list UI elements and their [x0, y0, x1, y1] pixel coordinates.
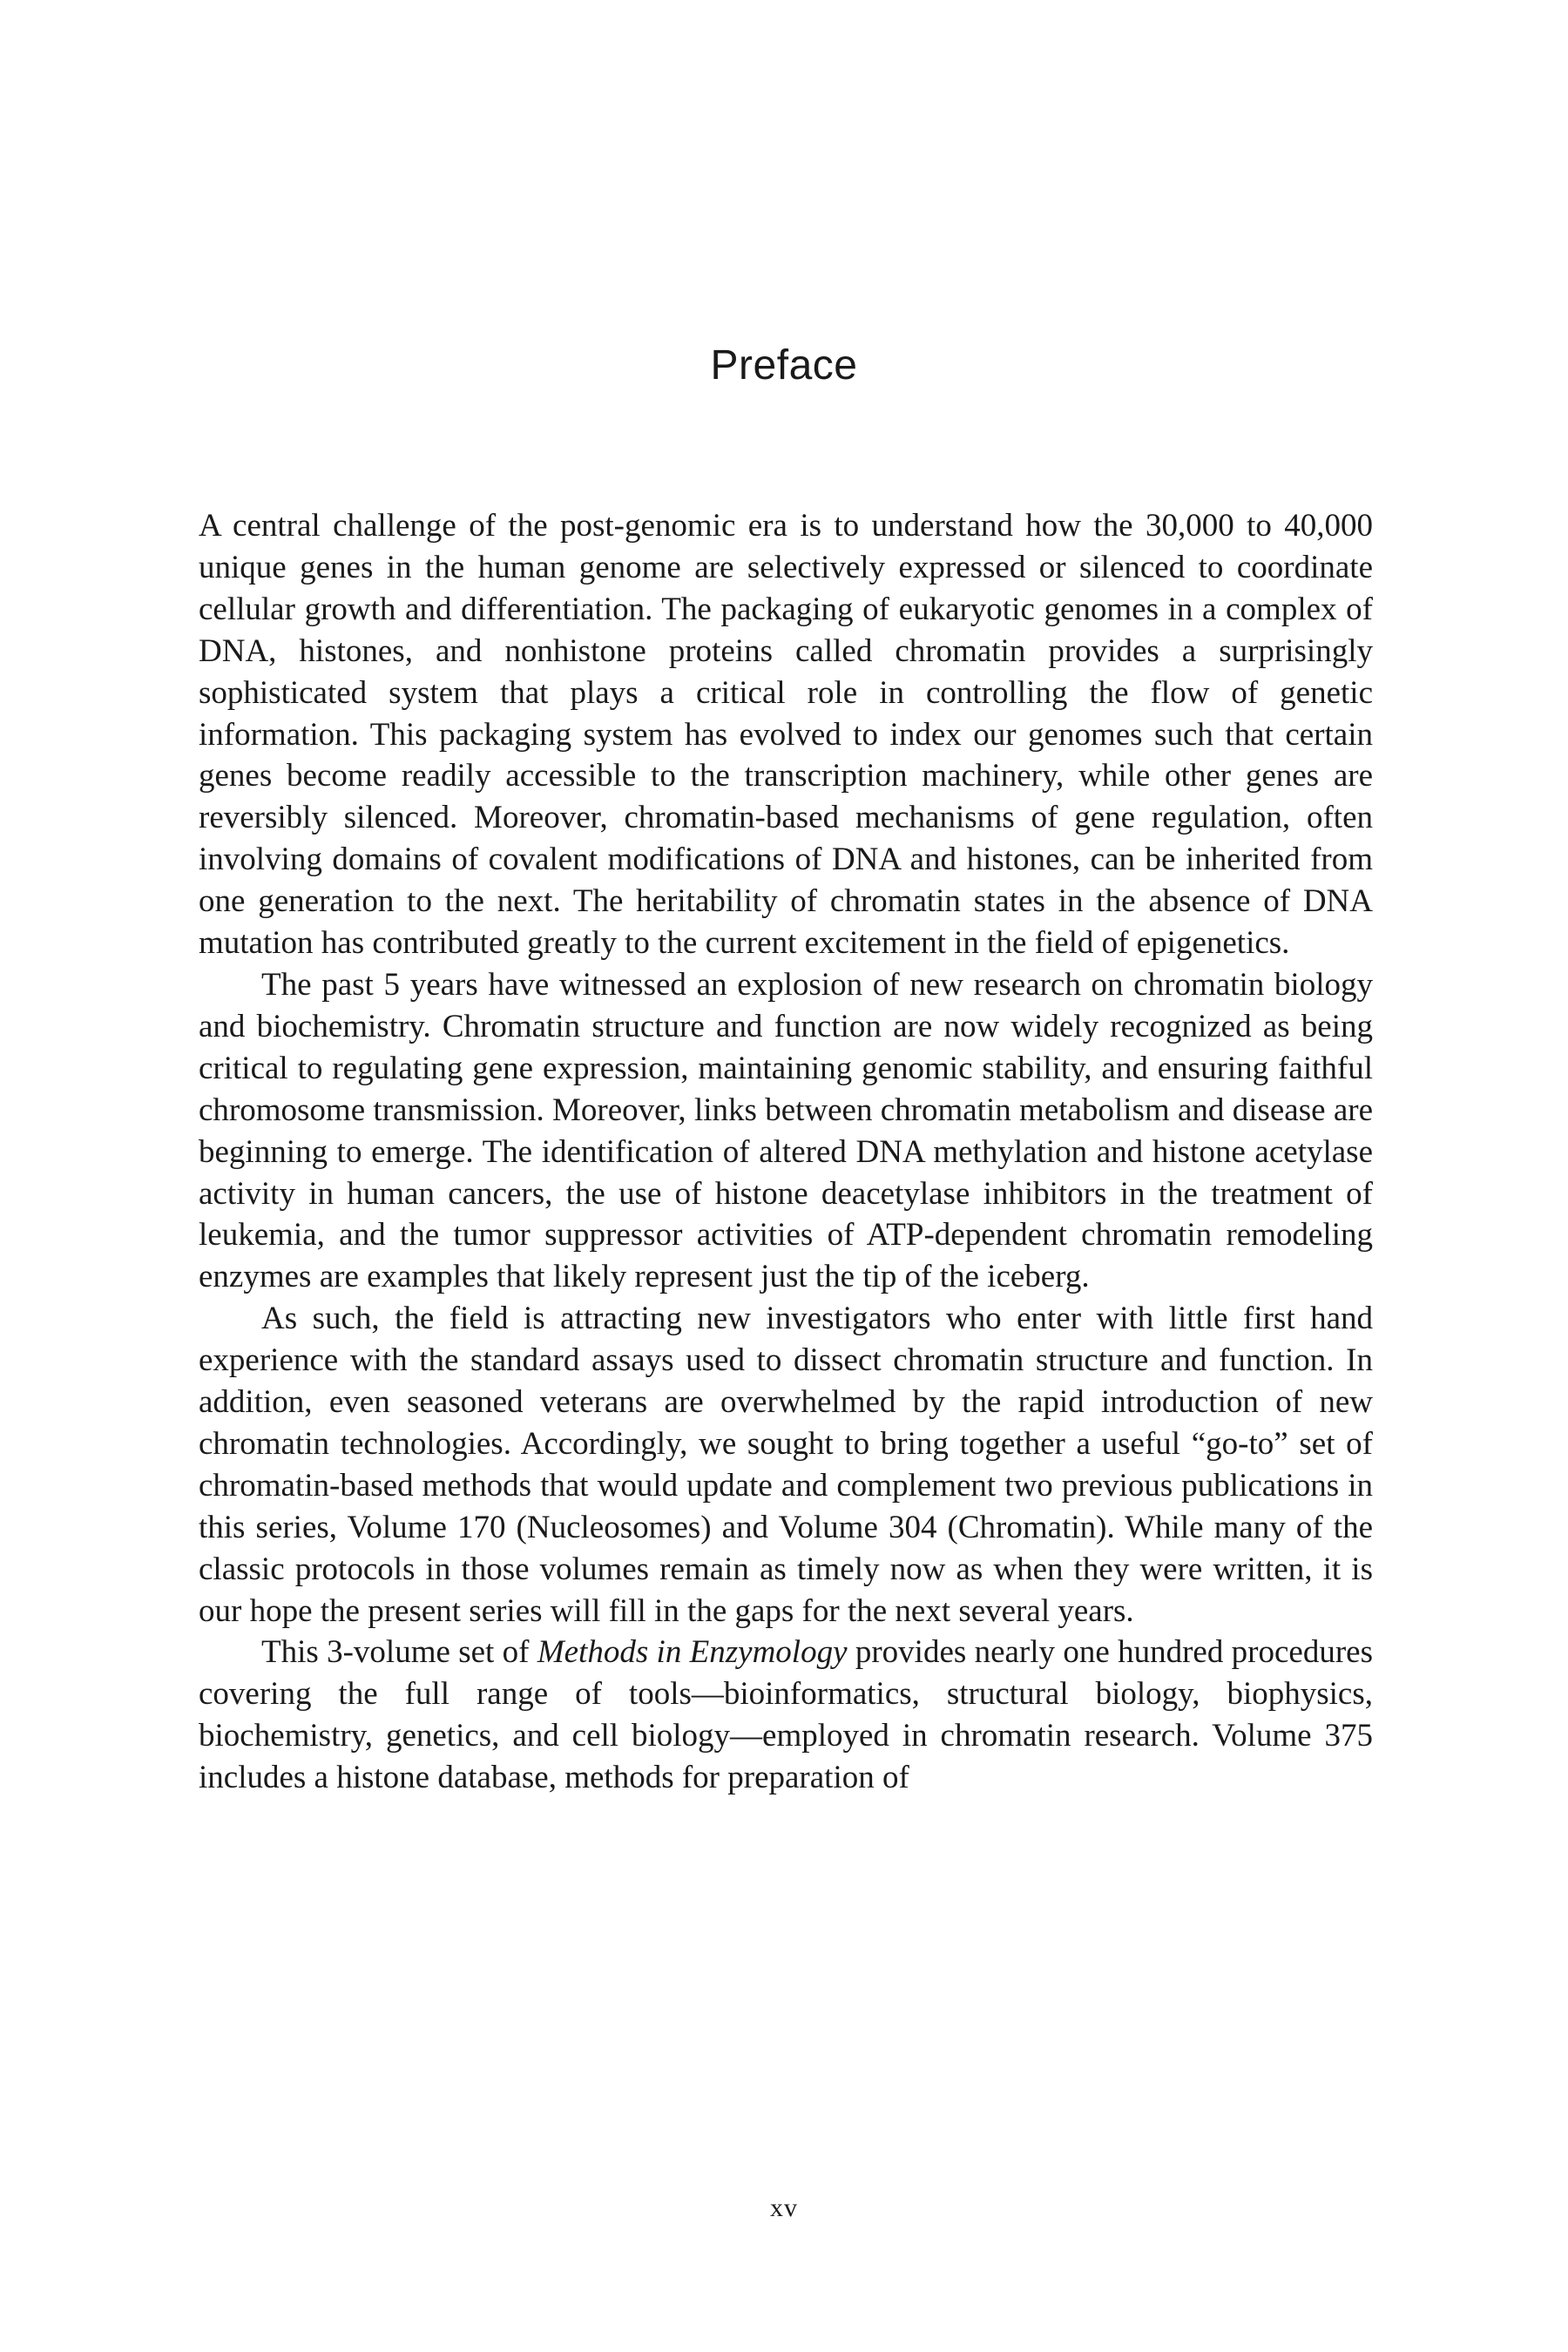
paragraph-3: As such, the field is attracting new investigators who enter with little first hand experience with the standard assays used to dissect chromatin structure and function. In addition, even seasoned veterans are overwhelmed by the rapid introduction of new chromatin technologies. Accordingly, we sought to bring together a useful “go-to” set of chromatin-based methods that would update and complement two previous publications in this series, Volume 170 (Nucleosomes) and Volume 304 (Chromatin). While many of the classic protocols in those volumes remain as timely now as when they were written, it is our hope the present series will fill in the gaps for the next several years. — [199, 1301, 1373, 1629]
paragraph-1: A central challenge of the post-genomic era is to understand how the 30,000 to 40,000 unique genes in the human genome are selectively expressed or silenced to coordinate cellular growth and differentiation. The packaging of eukaryotic genomes in a complex of DNA, histones, and nonhistone proteins called chromatin provides a surprisingly sophisticated system that plays a critical role in controlling the flow of genetic information. This packaging system has evolved to index our genomes such that certain genes become readily accessible to the transcription machinery, while other genes are reversibly silenced. Moreover, chromatin-based mechanisms of gene regulation, often involving domains of covalent modifications of DNA and histones, can be inherited from one generation to the next. The heritability of chromatin states in the absence of DNA mutation has contributed greatly to the current excitement in the field of epigenetics. — [199, 508, 1373, 962]
paragraph-4 — [199, 1632, 1373, 1799]
preface-body — [199, 505, 1373, 1799]
paragraph-4-text-before: This 3-volume set of — [261, 1634, 537, 1671]
series-title-italic: Methods in Enzymology — [537, 1634, 848, 1671]
paragraph-2: The past 5 years have witnessed an explosion of new research on chromatin biology and biochemistry. Chromatin structure and function are now widely recognized as being critical to regulating gene expression, maintaining genomic stability, and ensuring faithful chromosome transmission. Moreover, links between chromatin metabolism and disease are beginning to emerge. The identification of altered DNA methylation and histone acetylase activity in human cancers, the use of histone deacetylase inhibitors in the treatment of leukemia, and the tumor suppressor activities of ATP-dependent chromatin remodeling enzymes are examples that likely represent just the tip of the iceberg. — [199, 966, 1373, 1295]
paragraph-4-text-after: provides nearly one hundred procedures covering the full range of tools—bioinformatics, structural biology, biophysics, biochemistry, genetics, and cell biology—employed in chromatin research. Volume 375 includes a histone database, methods for preparation of — [199, 1634, 1373, 1796]
page-title: Preface — [710, 342, 858, 389]
page-number: xv — [770, 2193, 798, 2222]
